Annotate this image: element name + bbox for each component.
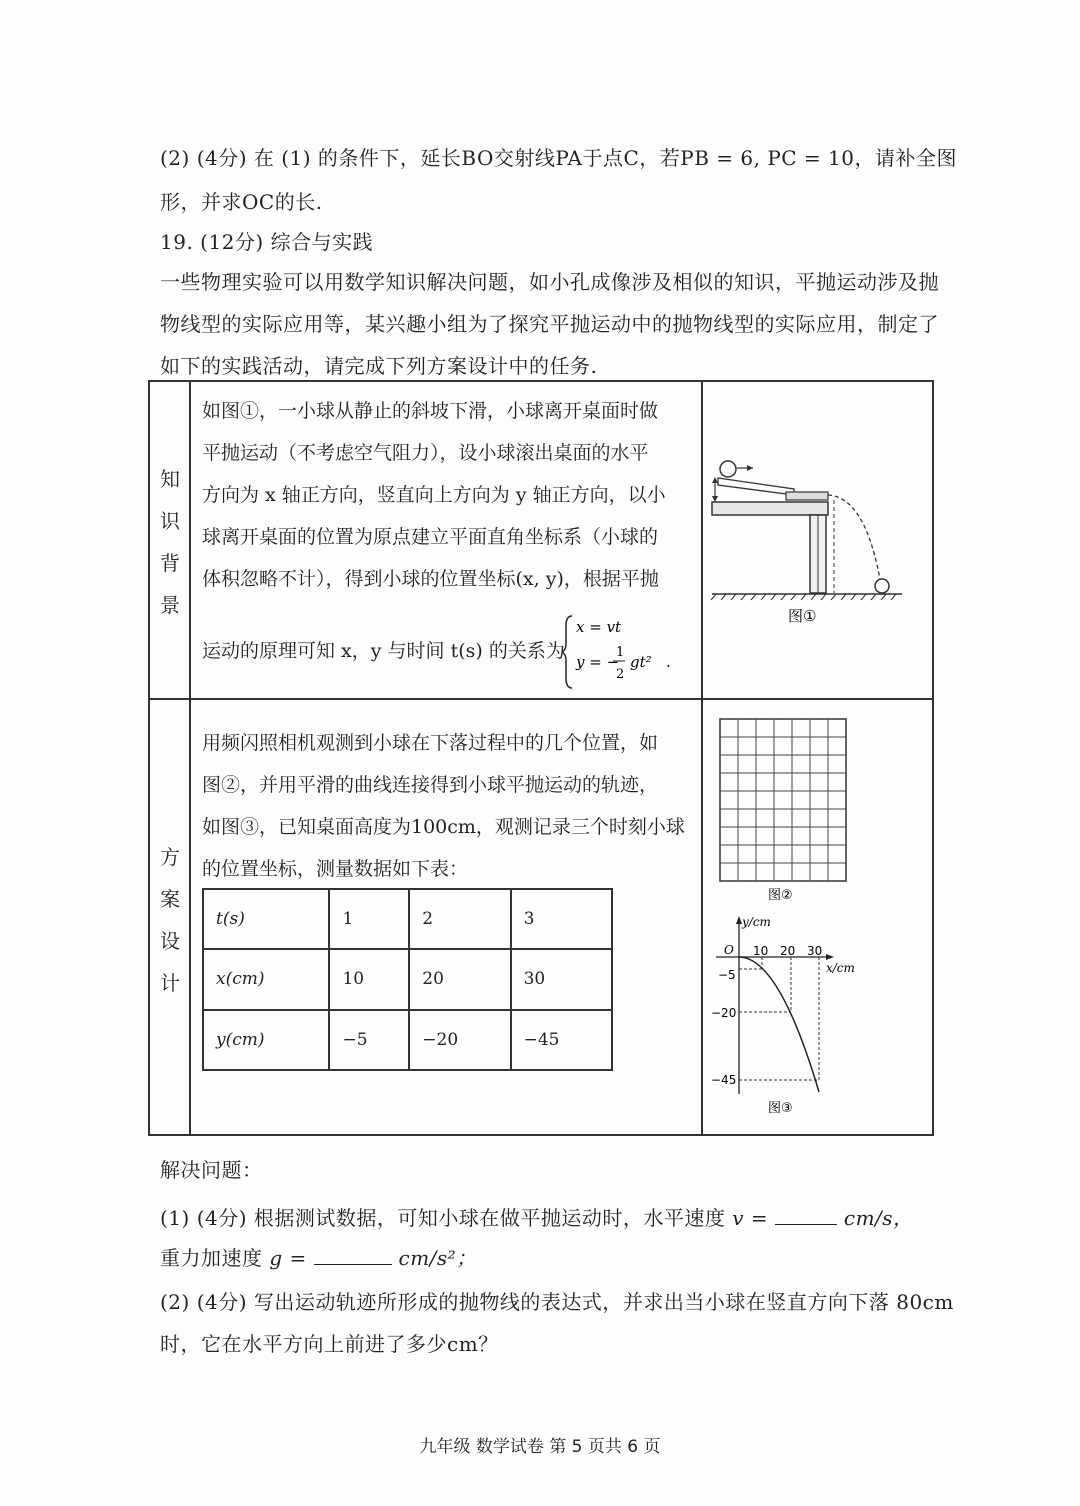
table-divider-right [701, 380, 703, 1136]
y-tick-5: −5 [718, 968, 736, 982]
table-cell: 20 [409, 949, 510, 1009]
table-cell: −20 [409, 1010, 510, 1070]
trajectory-dashed [828, 495, 881, 585]
q18-part2-line1: (2) (4分) 在 (1) 的条件下，延长BO交射线PA于点C，若PB = 6, PC = 10，请补全图 [160, 146, 957, 170]
arrow-head [747, 465, 753, 471]
formula-frac-den: 2 [616, 667, 625, 682]
grid-border [720, 719, 846, 881]
table-cell: 1 [329, 889, 409, 949]
knowledge-line-5: 体积忽略不计），得到小球的位置坐标(x, y)，根据平抛 [202, 568, 659, 590]
figure-3-caption: 图③ [768, 1101, 793, 1116]
x-axis-label: x/cm [826, 961, 855, 975]
knowledge-line-4: 球离开桌面的位置为原点建立平面直角坐标系（小球的 [202, 526, 659, 548]
figure-1-caption: 图① [788, 607, 817, 625]
figure-2-grid [718, 717, 850, 907]
q18-part2-line2: 形，并求OC的长. [160, 190, 323, 214]
design-line-4: 的位置坐标，测量数据如下表： [202, 858, 469, 880]
ground-hatching [711, 594, 896, 600]
figure-1-diagram [706, 445, 911, 630]
table-cell: y(cm) [203, 1010, 329, 1070]
knowledge-label-3: 背 [160, 551, 180, 575]
formula-period: . [666, 653, 671, 671]
q19-intro-line3: 如下的实践活动，请完成下列方案设计中的任务. [160, 354, 598, 378]
guide-lines [739, 957, 819, 1080]
p1-unit-1: cm/s， [843, 1206, 914, 1230]
table-cell: 3 [511, 889, 612, 949]
y-tick-45: −45 [711, 1073, 737, 1087]
p1-line2 [160, 1242, 477, 1271]
formula-eq1: x = vt [576, 618, 622, 636]
table-cell: x(cm) [203, 949, 329, 1009]
design-label-2: 案 [160, 887, 180, 911]
p1-text-2: 重力加速度 [160, 1246, 263, 1270]
table-top [712, 502, 828, 515]
measurement-table [202, 888, 613, 1071]
ramp [718, 478, 794, 495]
design-label-3: 设 [160, 929, 180, 953]
knowledge-line-3: 方向为 x 轴正方向，竖直向上方向为 y 轴正方向，以小 [202, 484, 666, 506]
p2-line2: 时，它在水平方向上前进了多少cm？ [160, 1332, 499, 1356]
solve-title: 解决问题： [160, 1158, 263, 1182]
table-row [203, 949, 612, 1009]
table-cell: −45 [511, 1010, 612, 1070]
parabola-curve [739, 957, 819, 1092]
y-tick-20: −20 [711, 1006, 737, 1020]
figure-3-graph [706, 912, 871, 1117]
p1-v-label: v = [732, 1206, 769, 1230]
formula-eq2-left: y = − [576, 653, 620, 671]
knowledge-label-1: 知 [160, 467, 180, 491]
formula-brace [562, 616, 572, 688]
table-divider-left [189, 380, 191, 1136]
page-footer: 九年级 数学试卷 第 5 页共 6 页 [419, 1437, 661, 1457]
design-line-2: 图②，并用平滑的曲线连接得到小球平抛运动的轨迹， [202, 774, 659, 796]
formula-frac-num: 1 [616, 645, 625, 660]
ball-start [720, 461, 736, 477]
design-label-4: 计 [160, 971, 180, 995]
design-label-1: 方 [160, 845, 180, 869]
table-cell: 2 [409, 889, 510, 949]
knowledge-line-2: 平抛运动（不考虑空气阻力），设小球滚出桌面的水平 [202, 442, 649, 464]
figure-2-caption: 图② [768, 888, 793, 903]
grid-lines [720, 719, 846, 881]
p1-unit-2: cm/s²； [398, 1246, 477, 1270]
q19-intro-line2: 物线型的实际应用等，某兴趣小组为了探究平抛运动中的抛物线型的实际应用，制定了 [160, 312, 939, 336]
y-axis-label: y/cm [742, 915, 771, 929]
table-cell: 10 [329, 949, 409, 1009]
p1-g-label: g = [269, 1246, 307, 1270]
x-tick-30: 30 [807, 944, 823, 958]
x-tick-20: 20 [780, 944, 796, 958]
design-line-3: 如图③，已知桌面高度为100cm，观测记录三个时刻小球 [202, 816, 685, 838]
p1-text: (1) (4分) 根据测试数据，可知小球在做平抛运动时，水平速度 [160, 1206, 726, 1230]
knowledge-label-2: 识 [160, 509, 180, 533]
x-axis-arrow [826, 954, 834, 960]
table-cell: −5 [329, 1010, 409, 1070]
knowledge-line-1: 如图①，一小球从静止的斜坡下滑，小球离开桌面时做 [202, 400, 659, 422]
q19-header: 19. (12分) 综合与实践 [160, 230, 374, 254]
x-tick-10: 10 [753, 944, 769, 958]
ball-landing [875, 579, 889, 593]
v-answer-blank[interactable] [775, 1206, 837, 1225]
formula-system [562, 612, 682, 692]
formula-eq2-right: gt² [630, 653, 652, 671]
table-row [203, 889, 612, 949]
table-cell: t(s) [203, 889, 329, 949]
table-row [203, 1010, 612, 1070]
design-line-1: 用频闪照相机观测到小球在下落过程中的几个位置，如 [202, 732, 659, 754]
p2-line1: (2) (4分) 写出运动轨迹所形成的抛物线的表达式，并求出当小球在竖直方向下落 80cm [160, 1290, 954, 1314]
desk-top-small [786, 492, 828, 500]
g-answer-blank[interactable] [314, 1246, 392, 1265]
p1-line1 [160, 1202, 914, 1231]
q19-intro-line1: 一些物理实验可以用数学知识解决问题，如小孔成像涉及相似的知识，平抛运动涉及抛 [160, 270, 939, 294]
origin-label: O [724, 943, 734, 957]
knowledge-label-4: 景 [160, 593, 180, 617]
table-cell: 30 [511, 949, 612, 1009]
knowledge-formula-prefix: 运动的原理可知 x，y 与时间 t(s) 的关系为 [202, 640, 565, 662]
table-row-divider [148, 698, 934, 700]
